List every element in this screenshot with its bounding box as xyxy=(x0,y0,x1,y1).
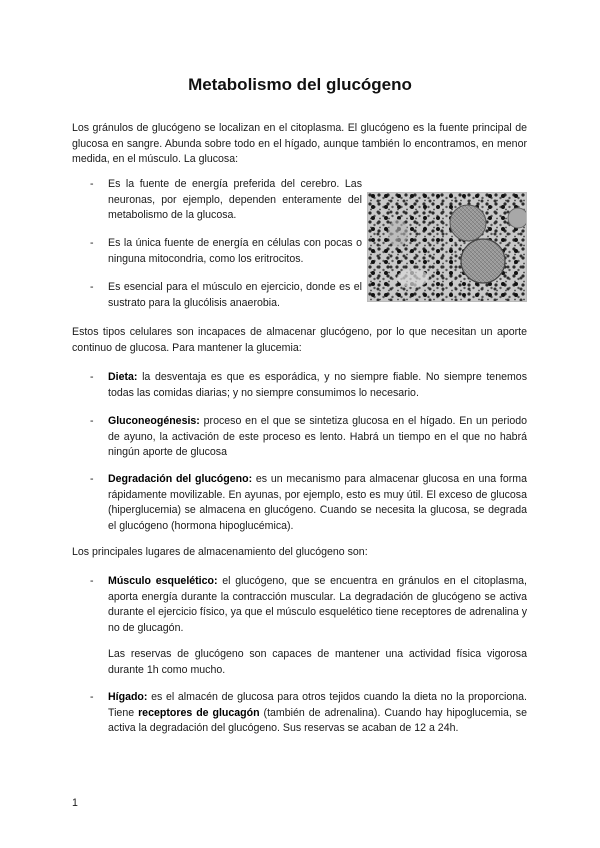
list-item-text xyxy=(108,574,527,636)
list-item-text: Es la fuente de energía preferida del cerebro. Las neuronas, por ejemplo, dependen enteramente del metabolismo de la glucosa. xyxy=(108,178,362,221)
paragraph-almacenamiento: Los principales lugares de almacenamiento del glucógeno son: xyxy=(72,546,368,558)
list-dash: - xyxy=(90,473,94,485)
list-item-term: Músculo esquelético: xyxy=(108,575,218,587)
page-title: Metabolismo del glucógeno xyxy=(188,75,412,94)
list-dash: - xyxy=(90,691,94,703)
list-dash: - xyxy=(90,281,94,293)
list-item-body: (también de adrenalina). Cuando hay hipoglucemia, se activa la degradación del glucógeno. Sus reservas se acaban de 12 a 24h. xyxy=(108,706,527,734)
list-item-text: Es esencial para el músculo en ejercicio, donde es el sustrato para la glucólisis anaerobia. xyxy=(108,281,362,309)
list-item-text xyxy=(108,472,527,534)
list-item-body: la desventaja es que es esporádica, y no siempre fiable. No siempre tenemos todas las comidas diarias; y no siempre consumimos lo necesario. xyxy=(108,371,527,399)
list-dash: - xyxy=(90,178,94,190)
list-item-term: Hígado: xyxy=(108,691,148,703)
list-item-text xyxy=(108,370,527,401)
list-item-term: Dieta: xyxy=(108,371,138,383)
list-item-term: Degradación del glucógeno: xyxy=(108,473,253,485)
list-item-text xyxy=(108,690,527,737)
list-item-extra: Las reservas de glucógeno son capaces de mantener una actividad física vigorosa durante 1h como mucho. xyxy=(108,648,527,676)
page-number: 1 xyxy=(72,797,78,809)
list-item-body: proceso en el que se sintetiza glucosa en el hígado. En un periodo de ayuno, la activación de este proceso es lento. Habrá un tiempo en el que no habrá ningún aporte de glucosa xyxy=(108,415,527,458)
intro-paragraph: Los gránulos de glucógeno se localizan en el citoplasma. El glucógeno es la fuente principal de glucosa en sangre. Abunda sobre todo en el hígado, aunque también lo encontramos, en menor medida, en el músculo. La glucosa: xyxy=(72,122,527,165)
paragraph-glucemia: Estos tipos celulares son incapaces de almacenar glucógeno, por lo que necesitan un aporte continuo de glucosa. Para mantener la glucemia: xyxy=(72,326,527,354)
list-dash: - xyxy=(90,575,94,587)
list-item-text xyxy=(108,414,527,461)
list-item-term: Gluconeogénesis: xyxy=(108,415,200,427)
list-dash: - xyxy=(90,415,94,427)
list-item-emphasis: receptores de glucagón xyxy=(138,706,260,719)
list-item-body: es un mecanismo para almacenar glucosa en una forma rápidamente movilizable. En ayunas, por ejemplo, esto es muy útil. El exceso de glucosa (hiperglucemia) se almacena en glucógeno. Cuando se necesita la glucosa, se degrada el glucógeno (hormona hipoglucémica). xyxy=(108,473,527,532)
list-dash: - xyxy=(90,237,94,249)
list-item-body: es el almacén de glucosa para otros tejidos cuando la dieta no la proporciona. Tiene xyxy=(108,691,527,719)
list-dash: - xyxy=(90,371,94,383)
list-item-text: Es la única fuente de energía en células con pocas o ninguna mitocondria, como los eritrocitos. xyxy=(108,237,362,265)
list-item-body: el glucógeno, que se encuentra en gránulos en el citoplasma, aporta energía durante la contracción muscular. La degradación de glucógeno se activa durante el ejercicio físico, ya que el músculo esquelético tiene receptores de adrenalina y no de glucagón. xyxy=(108,575,527,634)
glycogen-micrograph-image xyxy=(367,192,527,302)
